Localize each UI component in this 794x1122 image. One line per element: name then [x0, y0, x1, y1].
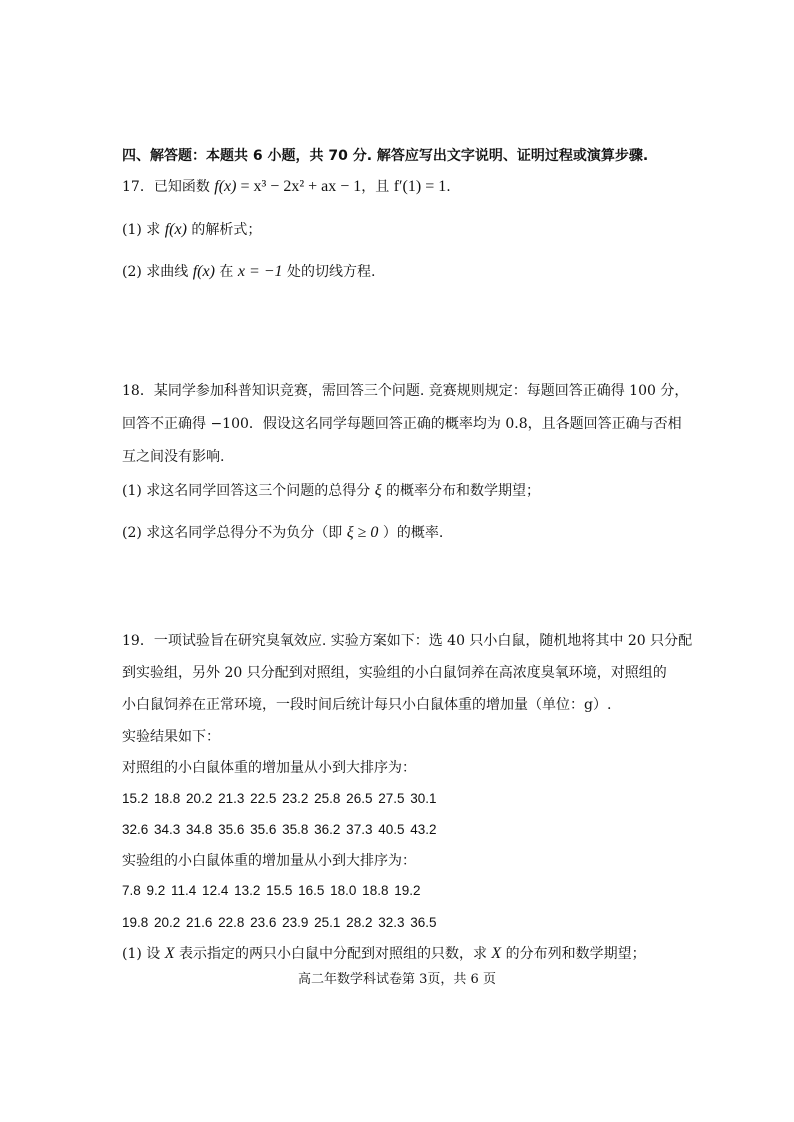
q18-p2-suffix: ）的概率. [378, 525, 444, 541]
experiment-group-label: 实验组的小白鼠体重的增加量从小到大排序为： [122, 853, 416, 869]
q17-p2-x-value: x = −1 [237, 263, 283, 280]
question-18-line-3: 互之间没有影响. [122, 449, 225, 465]
q17-p2-suffix: 处的切线方程. [282, 264, 376, 280]
section-header: 四、解答题：本题共 6 小题，共 70 分. 解答应写出文字说明、证明过程或演算步骤. [122, 148, 649, 164]
q17-p2-function: f(x) [192, 263, 215, 280]
q17-p1-function: f(x) [164, 221, 187, 238]
q17-p1-suffix: 的解析式； [186, 222, 262, 238]
experiment-group-row-2: 19.8 20.2 21.6 22.8 23.6 23.9 25.1 28.2 32.3 36.5 [122, 915, 437, 930]
q18-p2-prefix: (2) 求这名同学总得分不为负分（即 [122, 525, 347, 541]
q17-end: . [446, 179, 451, 195]
q19-p1-variable-2: X [491, 945, 502, 962]
q17-p1-prefix: (1) 求 [122, 222, 165, 238]
q19-p1-prefix: (1) 设 [122, 946, 165, 962]
question-19-part-1 [122, 944, 646, 964]
q17-function-name: f(x) [214, 178, 237, 195]
q19-p1-suffix: 的分布列和数学期望； [501, 946, 646, 962]
question-18-line-1: 18．某同学参加科普知识竞赛，需回答三个问题. 竞赛规则规定：每题回答正确得 100 分， [122, 383, 689, 399]
q19-p1-mid: 表示指定的两只小白鼠中分配到对照组的只数，求 [174, 946, 492, 962]
question-18-line-2: 回答不正确得 −100．假设这名同学每题回答正确的概率均为 0.8，且各题回答正确与否相 [122, 416, 682, 432]
q18-p1-suffix: 的概率分布和数学期望； [381, 483, 541, 499]
q17-p2-prefix: (2) 求曲线 [122, 264, 193, 280]
control-group-row-2: 32.6 34.3 34.8 35.6 35.6 35.8 36.2 37.3 40.5 43.2 [122, 822, 437, 837]
q17-mid: ，且 [361, 179, 394, 195]
q18-p2-condition: ξ ≥ 0 [346, 524, 379, 541]
question-19-line-3: 小白鼠饲养在正常环境，一段时间后统计每只小白鼠体重的增加量（单位：g）. [122, 697, 612, 713]
control-group-label: 对照组的小白鼠体重的增加量从小到大排序为： [122, 760, 416, 776]
q18-p1-variable: ξ [374, 482, 382, 499]
q18-p1-prefix: (1) 求这名同学回答这三个问题的总得分 [122, 483, 375, 499]
q17-p2-mid: 在 [214, 264, 238, 280]
q17-prefix: 17．已知函数 [122, 179, 215, 195]
question-19-line-2: 到实验组，另外 20 只分配到对照组，实验组的小白鼠饲养在高浓度臭氧环境，对照组的 [122, 665, 667, 681]
experiment-group-row-1: 7.8 9.2 11.4 12.4 13.2 15.5 16.5 18.0 18.8 19.2 [122, 883, 421, 898]
q19-p1-variable: X [164, 945, 175, 962]
q17-function-expression: = x³ − 2x² + ax − 1 [236, 178, 362, 195]
question-18-part-2 [122, 523, 443, 543]
q17-condition: f′(1) = 1 [393, 178, 447, 195]
control-group-row-1: 15.2 18.8 20.2 21.3 22.5 23.2 25.8 26.5 27.5 30.1 [122, 791, 437, 806]
question-19-line-1: 19．一项试验旨在研究臭氧效应. 实验方案如下：选 40 只小白鼠，随机地将其中 20 只分配 [122, 633, 693, 649]
page-footer: 高二年数学科试卷第 3页，共 6 页 [298, 972, 496, 987]
question-19-line-4: 实验结果如下： [122, 729, 220, 745]
question-18-part-1 [122, 481, 540, 501]
question-17-part-2 [122, 262, 375, 282]
question-17-stem [122, 177, 451, 197]
question-17-part-1 [122, 220, 261, 240]
